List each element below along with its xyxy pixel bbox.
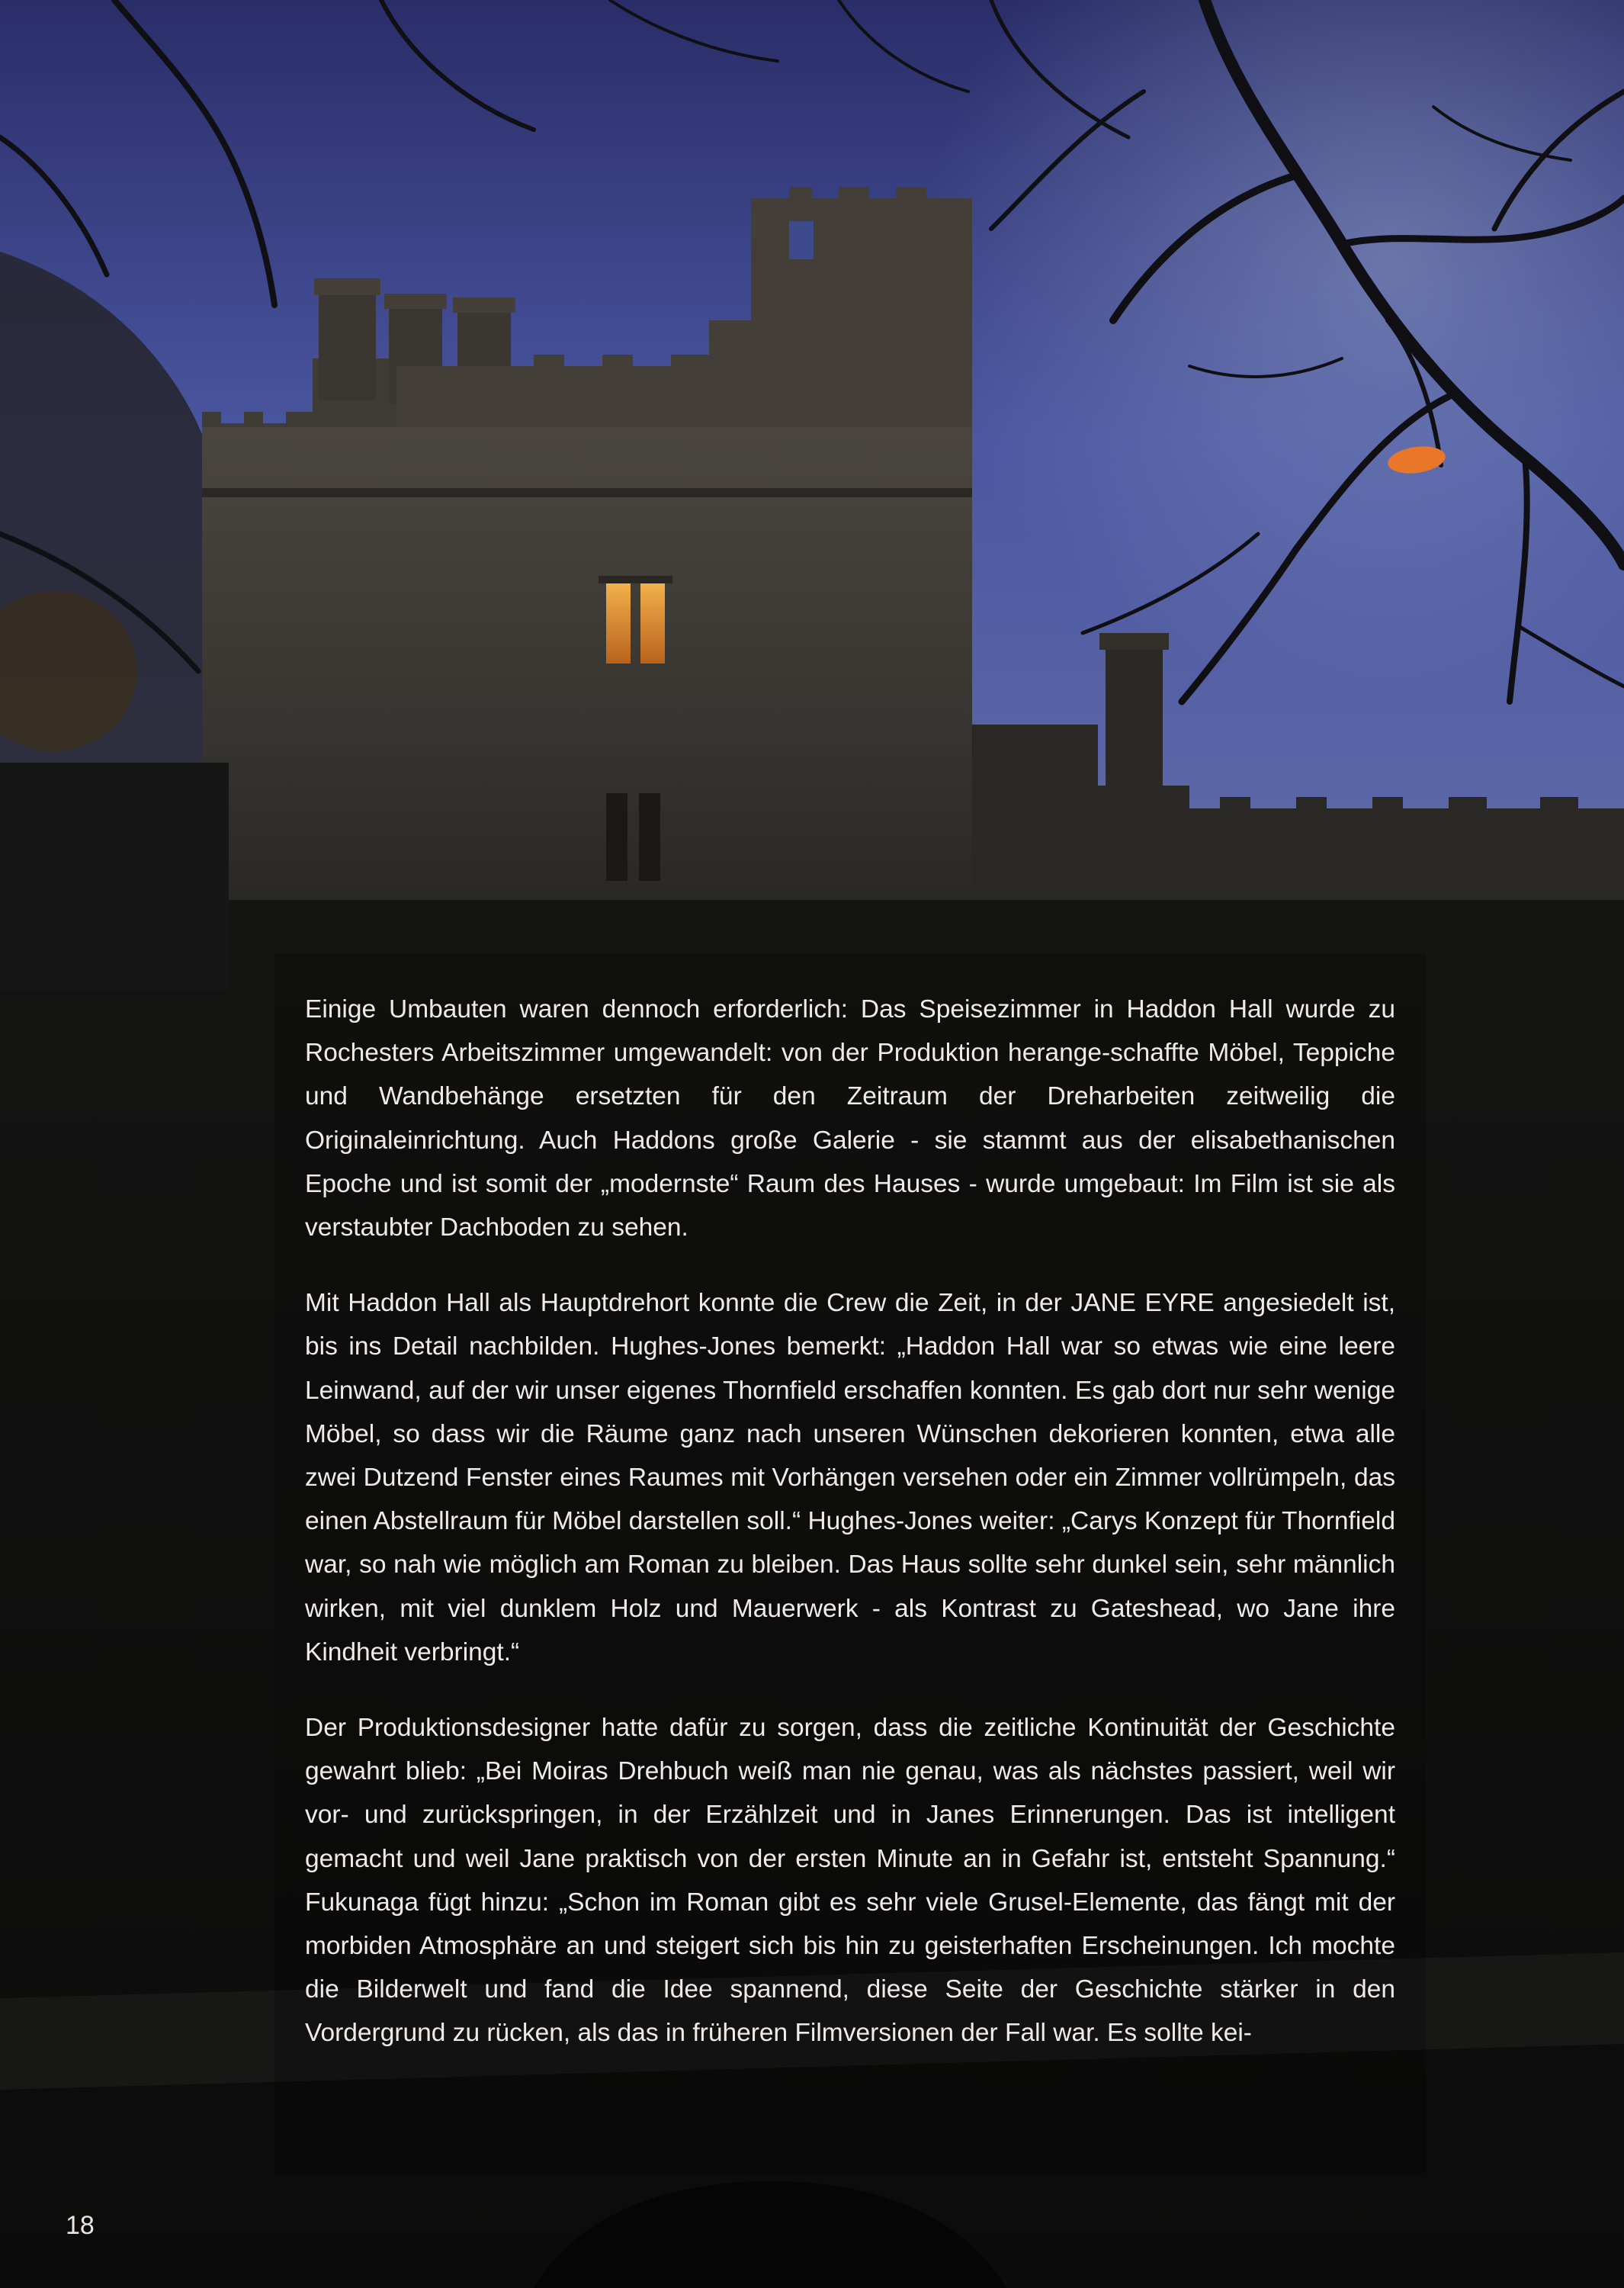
lit-window-right (640, 583, 665, 664)
paragraph-3: Der Produktionsdesigner hatte dafür zu sorgen, dass die zeitliche Kontinuität der Geschichte gewahrt blieb: „Bei Moiras Drehbuch weiß man nie genau, was als nächstes passiert, weil wir vor- und zurückspringen, in der Erzählzeit und in Janes Erinnerungen. Das ist intelligent gemacht und weil Jane praktisch von der ersten Minute an in Gefahr ist, entsteht Spannung.“ Fukunaga fügt hinzu: „Schon im Roman gibt es sehr viele Grusel-Elemente, das fängt mit der morbiden Atmosphäre an und steigert sich bis hin zu geisterhaften Erscheinungen. Ich mochte die Bilderwelt und fand die Idee spannend, diese Seite der Geschichte stärker in den Vordergrund zu rücken, als das in früheren Filmversionen der Fall war. Es sollte kei- (305, 1714, 1395, 2048)
lit-window-left (606, 583, 631, 664)
article-body (305, 988, 1395, 2087)
paragraph-2: Mit Haddon Hall als Hauptdrehort konnte die Crew die Zeit, in der JANE EYRE angesiedelt ist, bis ins Detail nachbilden. Hughes-Jones bemerkt: „Haddon Hall war so etwas wie eine leere Leinwand, auf der wir unser eigenes Thornfield erschaffen konnten. Es gab dort nur sehr wenige Möbel, so dass wir die Räume ganz nach unseren Wünschen dekorieren konnten, etwa alle zwei Dutzend Fenster eines Raumes mit Vorhängen versehen oder ein Zimmer vollrümpeln, das einen Abstellraum für Möbel darstellen soll.“ Hughes-Jones weiter: „Carys Konzept für Thornfield war, so nah wie möglich am Roman zu bleiben. Das Haus sollte sehr dunkel sein, sehr männlich wirken, mit viel dunklem Holz und Mauerwerk - als Kontrast zu Gateshead, wo Jane ihre Kindheit verbringt.“ (305, 1289, 1395, 1666)
page-number: 18 (66, 2211, 95, 2240)
paragraph-1: Einige Umbauten waren dennoch erforderlich: Das Speisezimmer in Haddon Hall wurde zu Rochesters Arbeitszimmer umgewandelt: von der Produktion herange-schaffte Möbel, Teppiche und Wandbehänge ersetzten für den Zeitraum der Dreharbeiten zeitweilig die Originaleinrichtung. Auch Haddons große Galerie - sie stammt aus der elisabethanischen Epoche und ist somit der „modernste“ Raum des Hauses - wurde umgebaut: Im Film ist sie als verstaubter Dachboden zu sehen. (305, 995, 1395, 1242)
